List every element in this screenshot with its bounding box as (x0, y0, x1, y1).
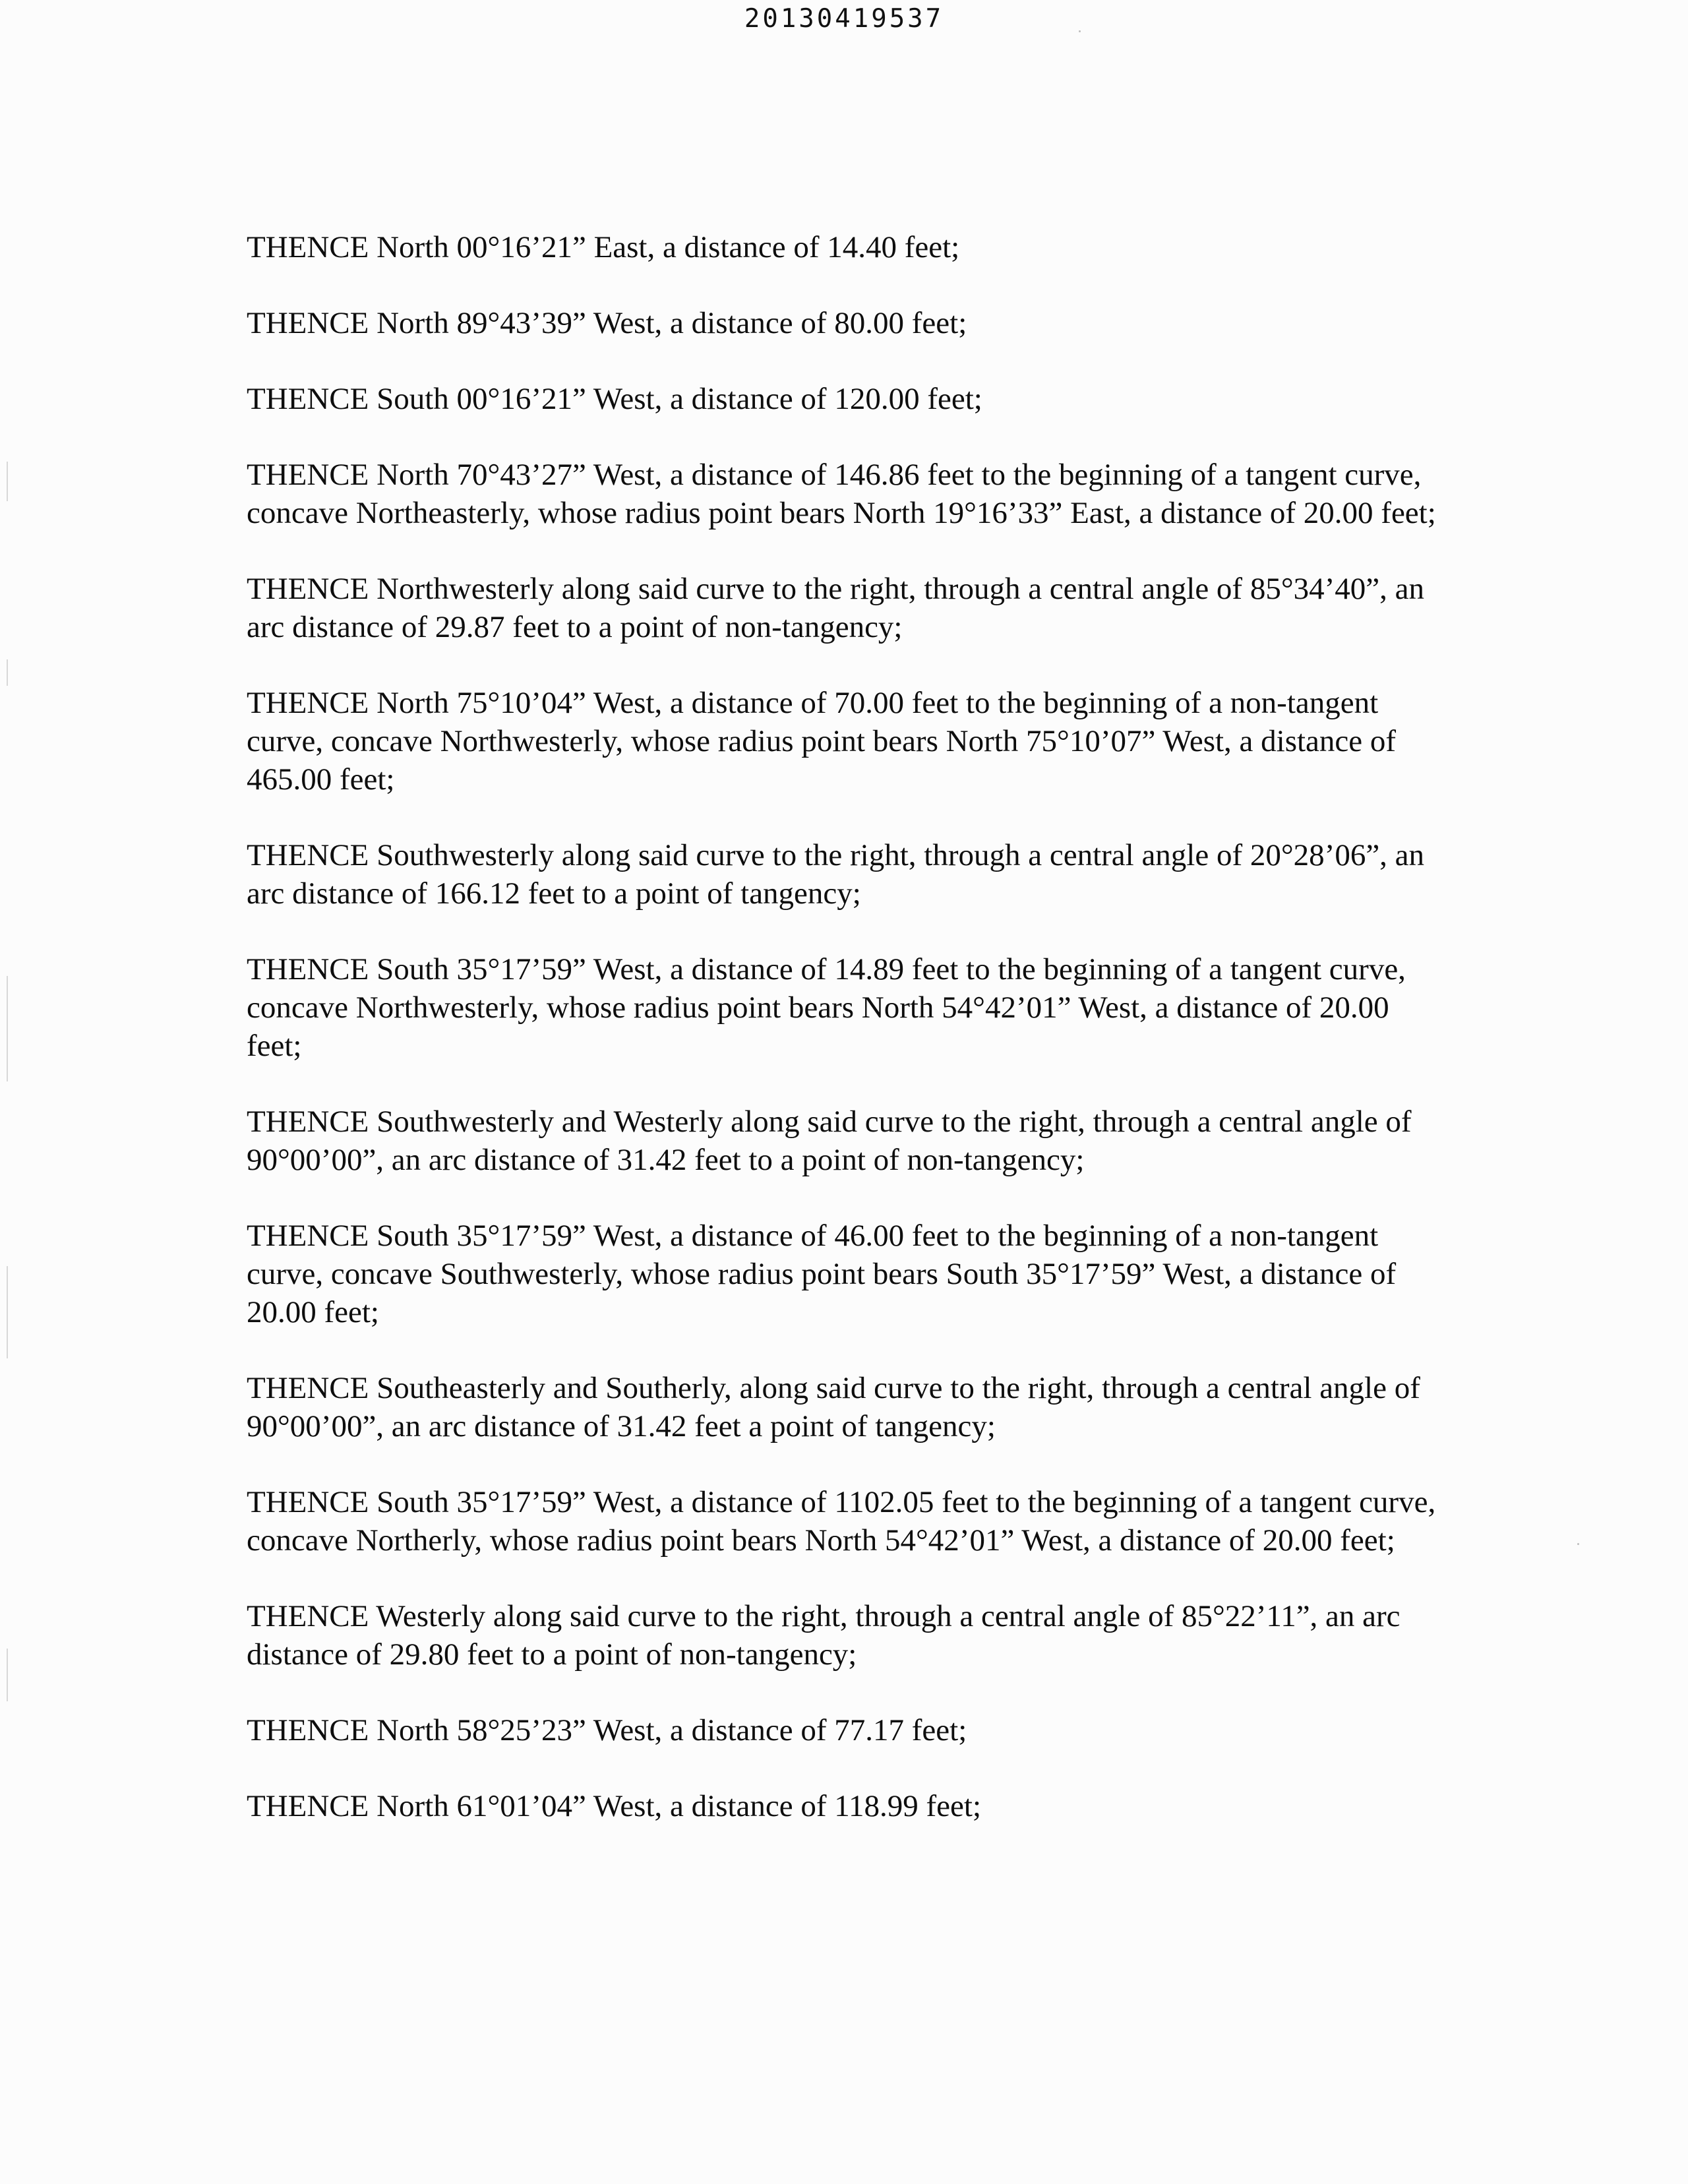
scan-edge-mark (7, 1266, 8, 1358)
course-paragraph: THENCE South 35°17’59” West, a distance of 46.00 feet to the beginning of a non-tangent curve, concave Southwesterly, whose radius point bears South 35°17’59” West, a distance of 20.00 feet; (247, 1219, 1397, 1329)
course-paragraph: THENCE North 75°10’04” West, a distance of 70.00 feet to the beginning of a non-tangent curve, concave Northwesterly, whose radius point bears North 75°10’07” West, a distance of 465.00 feet; (247, 686, 1397, 797)
scan-speck (1577, 1543, 1579, 1545)
scan-edge-mark (7, 1649, 8, 1701)
document-number: 20130419537 (744, 4, 944, 34)
course-paragraph: THENCE North 89°43’39” West, a distance of 80.00 feet; (247, 306, 967, 340)
scan-edge-mark (7, 462, 8, 501)
course-paragraph: THENCE Southwesterly along said curve to the right, through a central angle of 20°28’06”, an arc distance of 166.12 feet to a point of tangency; (247, 838, 1425, 911)
course-paragraph: THENCE North 58°25’23” West, a distance of 77.17 feet; (247, 1713, 967, 1747)
course-paragraph: THENCE Southwesterly and Westerly along said curve to the right, through a central angle of 90°00’00”, an arc distance of 31.42 feet to a point of non-tangency; (247, 1105, 1412, 1177)
course-paragraph: THENCE North 61°01’04” West, a distance of 118.99 feet; (247, 1789, 982, 1823)
course-paragraph: THENCE North 00°16’21” East, a distance of 14.40 feet; (247, 230, 960, 264)
course-paragraph: THENCE Westerly along said curve to the right, through a central angle of 85°22’11”, an arc distance of 29.80 feet to a point of non-tangency; (247, 1599, 1401, 1672)
scan-edge-mark (7, 976, 8, 1081)
scan-edge-mark (7, 659, 8, 686)
course-paragraph: THENCE North 70°43’27” West, a distance of 146.86 feet to the beginning of a tangent curve, concave Northeasterly, whose radius point bears North 19°16’33” East, a distance of 20.00 feet; (247, 458, 1436, 530)
legal-description (247, 228, 1447, 1863)
course-paragraph: THENCE South 00°16’21” West, a distance of 120.00 feet; (247, 382, 982, 416)
course-paragraph: THENCE South 35°17’59” West, a distance of 14.89 feet to the beginning of a tangent curve, concave Northwesterly, whose radius point bears North 54°42’01” West, a distance of 20.00 feet; (247, 952, 1406, 1063)
course-paragraph: THENCE South 35°17’59” West, a distance of 1102.05 feet to the beginning of a tangent curve, concave Northerly, whose radius point bears North 54°42’01” West, a distance of 20.00 feet; (247, 1485, 1436, 1558)
course-paragraph: THENCE Northwesterly along said curve to the right, through a central angle of 85°34’40”, an arc distance of 29.87 feet to a point of non-tangency; (247, 572, 1424, 644)
course-paragraph: THENCE Southeasterly and Southerly, along said curve to the right, through a central angle of 90°00’00”, an arc distance of 31.42 feet a point of tangency; (247, 1371, 1420, 1443)
